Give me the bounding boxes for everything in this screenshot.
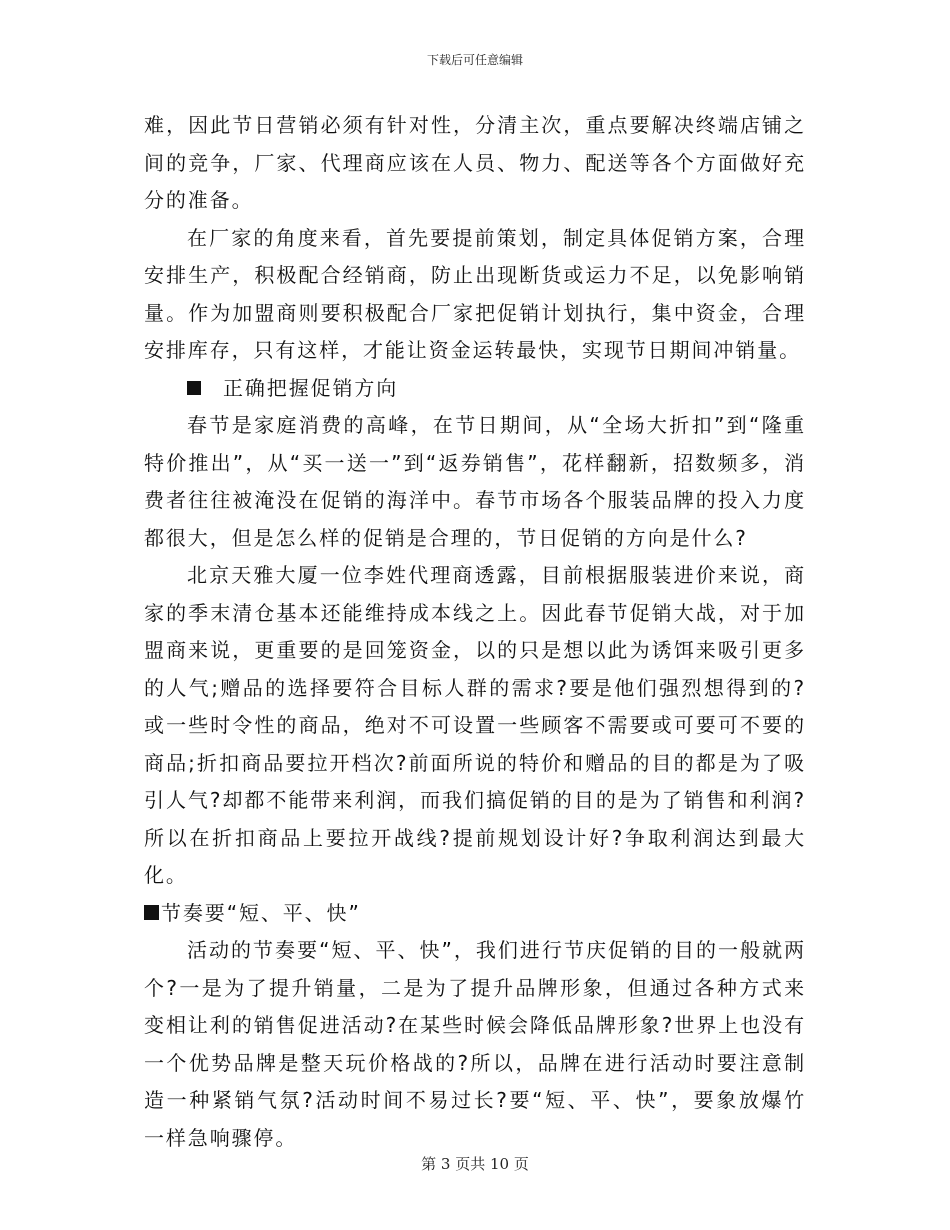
paragraph-manufacturer-perspective: 在厂家的角度来看，首先要提前策划，制定具体促销方案，合理安排生产，积极配合经销商，防止出现断货或运力不足，以免影响销量。作为加盟商则要积极配合厂家把促销计划执行，集中资金，合理安排库存，只有这样，才能让资金运转最快，实现节日期间冲销量。 [144,225,806,362]
section-heading-rhythm [144,895,806,933]
document-body [144,107,806,1157]
paragraph-spring-festival: 春节是家庭消费的高峰，在节日期间，从“全场大折扣”到“隆重特价推出”，从“买一送一”到“返券销售”，花样翻新，招数频多，消费者往往被淹没在促销的海洋中。春节市场各个服装品牌的投入力度都很大，但是怎么样的促销是合理的，节日促销的方向是什么? [144,413,806,550]
paragraph-continuation: 难，因此节日营销必须有针对性，分清主次，重点要解决终端店铺之间的竞争，厂家、代理商应该在人员、物力、配送等各个方面做好充分的准备。 [144,113,806,212]
paragraph-beijing-agent: 北京天雅大厦一位李姓代理商透露，目前根据服装进价来说，商家的季末清仓基本还能维持成本线之上。因此春节促销大战，对于加盟商来说，更重要的是回笼资金，以的只是想以此为诱饵来吸引更多的人气;赠品的选择要符合目标人群的需求?要是他们强烈想得到的?或一些时令性的商品，绝对不可设置一些顾客不需要或可要可不要的商品;折扣商品要拉开档次?前面所说的特价和赠品的目的都是为了吸引人气?却都不能带来利润，而我们搞促销的目的是为了销售和利润?所以在折扣商品上要拉开战线?提前规划设计好?争取利润达到最大化。 [144,563,806,887]
black-square-bullet-icon [187,381,201,395]
section-heading-promotion-direction [144,370,806,408]
page-footer [0,1154,950,1174]
section-heading-text: 正确把握促销方向 [223,375,399,400]
section-heading-text: 节奏要“短、平、快” [161,900,361,925]
page-number: 第 3 页共 10 页 [421,1155,529,1173]
black-square-bullet-icon [144,905,159,920]
header-text: 下载后可任意编辑 [426,53,523,67]
paragraph-activity-rhythm: 活动的节奏要“短、平、快”，我们进行节庆促销的目的一般就两个?一是为了提升销量，二是为了提升品牌形象，但通过各种方式来变相让利的销售促进活动?在某些时候会降低品牌形象?世界上也没有一个优势品牌是整天玩价格战的?所以，品牌在进行活动时要注意制造一种紧销气氛?活动时间不易过长?要“短、平、快”，要象放爆竹一样急响骤停。 [144,938,806,1150]
page-header [0,52,950,68]
